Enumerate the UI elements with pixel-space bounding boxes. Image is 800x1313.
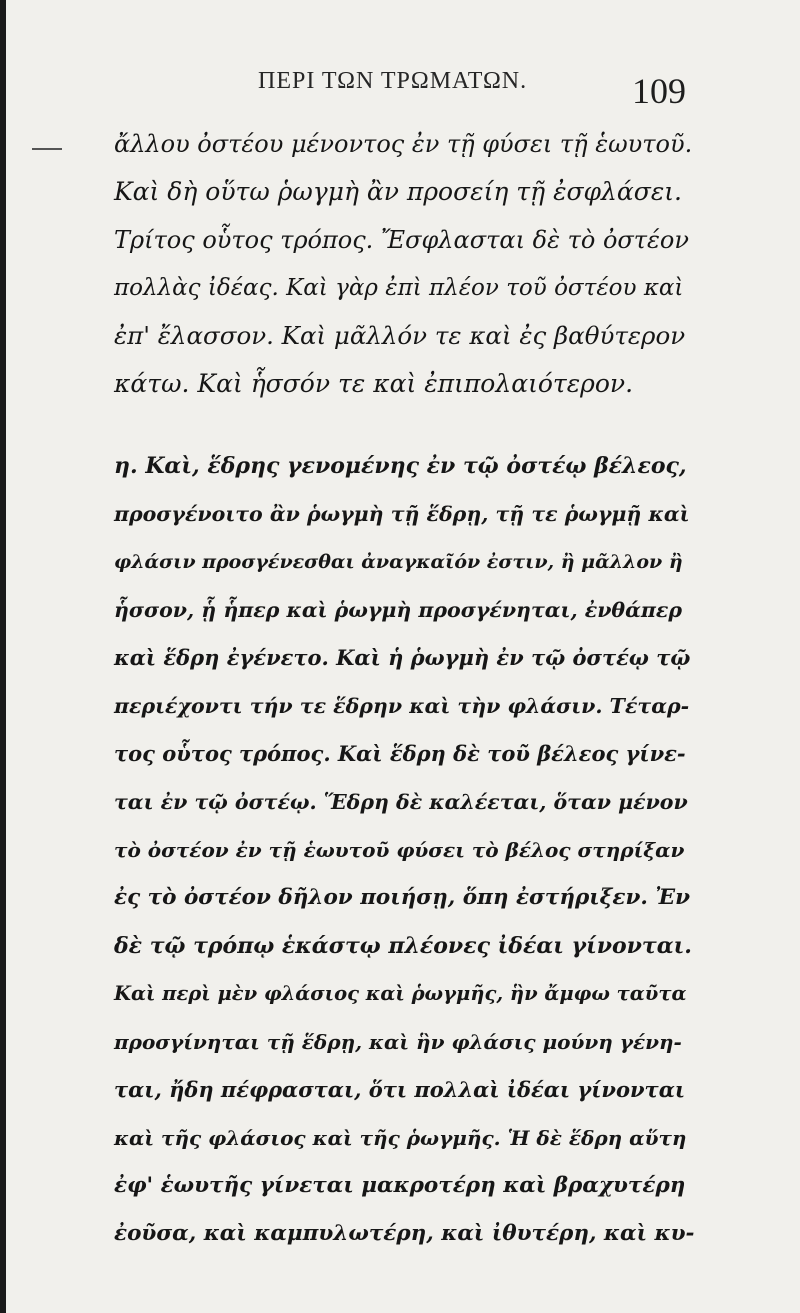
- text-line: η. Καὶ, ἕδρης γενομένης ἐν τῷ ὀστέῳ βέλεος,: [114, 453, 687, 479]
- book-page: [6, 0, 800, 1313]
- text-line: ται, ἤδη πέφρασται, ὅτι πολλαὶ ἰδέαι γίνονται: [114, 1077, 686, 1102]
- text-line: προσγένοιτο ἂν ῥωγμὴ τῇ ἕδρῃ, τῇ τε ῥωγμῇ καὶ: [114, 502, 690, 526]
- paragraph-2: [114, 442, 694, 1258]
- text-line: Τρίτος οὗτος τρόπος. Ἔσφλασται δὲ τὸ ὀστέον: [114, 226, 689, 254]
- text-line: ἐπ' ἔλασσον. Καὶ μᾶλλόν τε καὶ ἐς βαθύτερον: [114, 321, 686, 350]
- text-line: ται ἐν τῷ ὀστέῳ. Ἕδρη δὲ καλέεται, ὅταν μένον: [114, 790, 688, 814]
- text-line: προσγίνηται τῇ ἕδρῃ, καὶ ἣν φλάσις μούνη γένη-: [114, 1030, 682, 1054]
- paragraph-1: [114, 120, 694, 408]
- text-line: φλάσιν προσγένεσθαι ἀναγκαῖόν ἐστιν, ἢ μᾶλλον ἢ: [114, 551, 683, 573]
- text-line: ἐοῦσα, καὶ καμπυλωτέρη, καὶ ἰθυτέρη, καὶ κυ-: [114, 1221, 695, 1246]
- text-line: Καὶ δὴ οὕτω ῥωγμὴ ἂν προσείη τῇ ἐσφλάσει.: [114, 177, 683, 206]
- text-line: ἐς τὸ ὀστέον δῆλον ποιήσῃ, ὅπη ἐστήριξεν. Ἐν: [114, 885, 691, 910]
- text-line: ἐφ' ἑωυτῆς γίνεται μακροτέρη καὶ βραχυτέρη: [114, 1173, 686, 1198]
- running-title: ΠΕΡΙ ΤΩΝ ΤΡΩΜΑΤΩΝ.: [258, 68, 528, 94]
- margin-mark: [32, 148, 62, 150]
- text-line: Καὶ περὶ μὲν φλάσιος καὶ ῥωγμῆς, ἣν ἄμφω ταῦτα: [114, 982, 687, 1005]
- text-line: ἄλλου ὀστέου μένοντος ἐν τῇ φύσει τῇ ἑωυτοῦ.: [114, 130, 693, 158]
- text-line: καὶ ἕδρη ἐγένετο. Καὶ ἡ ῥωγμὴ ἐν τῷ ὀστέῳ τῷ: [114, 645, 691, 670]
- text-line: τος οὗτος τρόπος. Καὶ ἕδρη δὲ τοῦ βέλεος γίνε-: [114, 741, 686, 766]
- page-number: 109: [632, 71, 686, 111]
- body-text: [114, 120, 694, 1258]
- text-line: κάτω. Καὶ ἧσσόν τε καὶ ἐπιπολαιότερον.: [114, 369, 634, 398]
- text-line: περιέχοντι τήν τε ἕδρην καὶ τὴν φλάσιν. Τέταρ-: [114, 694, 690, 718]
- text-line: πολλὰς ἰδέας. Καὶ γὰρ ἐπὶ πλέον τοῦ ὀστέου καὶ: [114, 275, 684, 301]
- text-line: τὸ ὀστέον ἐν τῇ ἑωυτοῦ φύσει τὸ βέλος στηρίξαν: [114, 838, 685, 862]
- paragraph-gap: [114, 408, 694, 442]
- text-line: ἧσσον, ᾗ ἧπερ καὶ ῥωγμὴ προσγένηται, ἐνθάπερ: [114, 598, 682, 622]
- text-line: δὲ τῷ τρόπῳ ἑκάστῳ πλέονες ἰδέαι γίνονται.: [114, 933, 692, 959]
- text-line: καὶ τῆς φλάσιος καὶ τῆς ῥωγμῆς. Ἡ δὲ ἕδρη αὕτη: [114, 1126, 687, 1150]
